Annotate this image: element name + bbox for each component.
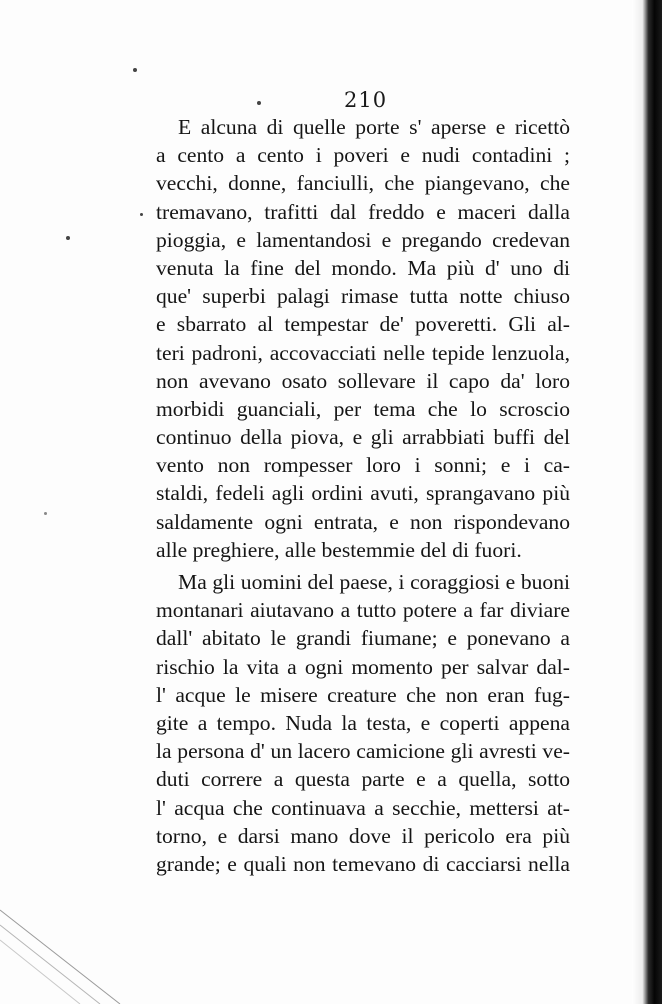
text-line: e sbarrato al tempestar de' poveretti. Gli al- <box>156 312 570 337</box>
text-line: vento non rompesser loro i sonni; e i ca- <box>156 453 570 478</box>
text-line: a cento a cento i poveri e nudi contadini ; <box>156 143 570 168</box>
page-binding-edge <box>632 0 662 1004</box>
text-line: l' acqua che continuava a secchie, mettersi at- <box>156 795 570 820</box>
ink-speck <box>257 101 261 105</box>
text-line: tremavano, trafitti dal freddo e maceri dalla <box>156 199 570 224</box>
ink-speck <box>133 68 137 72</box>
text-line: alle preghiere, alle bestemmie del di fuori. <box>156 537 522 562</box>
text-line: continuo della piova, e gli arrabbiati buffi del <box>156 425 570 450</box>
text-line: pioggia, e lamentandosi e pregando credevan <box>156 227 570 252</box>
ink-speck <box>66 236 70 240</box>
text-line: morbidi guanciali, per tema che lo scroscio <box>156 396 570 421</box>
text-line: dall' abitato le grandi fiumane; e ponevano a <box>156 626 570 651</box>
page-number: 210 <box>344 88 388 112</box>
page-corner-fold <box>0 880 140 1004</box>
paragraph <box>156 568 570 878</box>
text-line: venuta la fine del mondo. Ma più d' uno di <box>156 255 570 280</box>
text-line: gite a tempo. Nuda la testa, e coperti appena <box>156 710 570 735</box>
text-line: que' superbi palagi rimase tutta notte chiuso <box>156 284 570 309</box>
text-line: la persona d' un lacero camicione gli avresti ve- <box>156 739 570 764</box>
text-line: saldamente ogni entrata, e non rispondevano <box>156 509 570 534</box>
body-text <box>156 113 570 878</box>
text-line: l' acque le misere creature che non eran fug- <box>156 682 570 707</box>
text-line: staldi, fedeli agli ordini avuti, sprangavano più <box>156 481 570 506</box>
text-line: non avevano osato sollevare il capo da' loro <box>156 368 570 393</box>
text-line: Ma gli uomini del paese, i coraggiosi e buoni <box>178 570 570 594</box>
text-line: grande; e quali non temevano di cacciarsi nella <box>156 851 570 876</box>
paragraph <box>156 113 570 564</box>
text-line: montanari aiutavano a tutto potere a far diviare <box>156 598 570 623</box>
text-line: teri padroni, accovacciati nelle tepide lenzuola, <box>156 340 570 365</box>
ink-speck <box>140 213 143 216</box>
ink-speck <box>44 512 47 515</box>
text-line: rischio la vita a ogni momento per salvar dal- <box>156 654 570 679</box>
text-line: torno, e darsi mano dove il pericolo era più <box>156 823 570 848</box>
text-line: duti correre a questa parte e a quella, sotto <box>156 767 570 792</box>
text-line: E alcuna di quelle porte s' aperse e ricettò <box>178 115 570 139</box>
text-line: vecchi, donne, fanciulli, che piangevano, che <box>156 171 570 196</box>
